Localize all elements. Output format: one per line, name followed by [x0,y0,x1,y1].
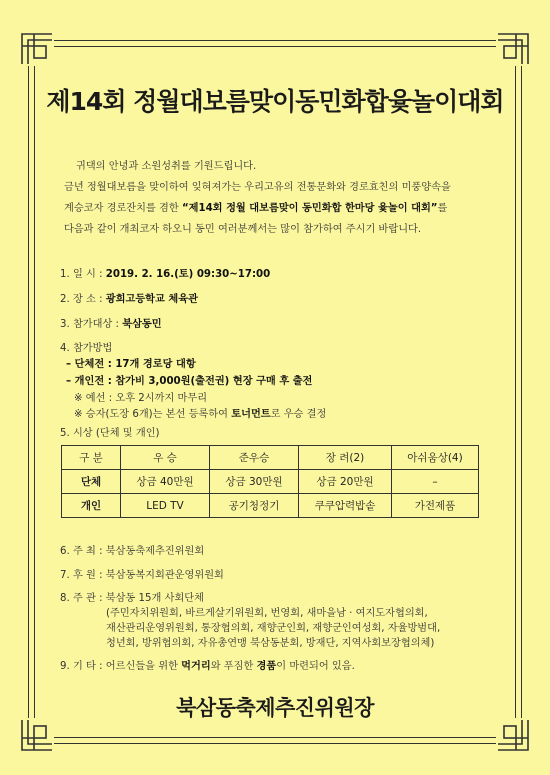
item-group-match: – 단체전 : 17개 경로당 대항 [66,359,196,370]
item-method: 4. 참가방법 [60,343,113,354]
table-cell: 개인 [62,494,121,518]
corner-ornament-top-left [20,32,54,66]
table-header-cell: 장 려(2) [299,446,392,470]
corner-ornament-top-right [496,32,530,66]
table-header-cell: 우 승 [121,446,210,470]
prize-table-header-row [62,446,479,470]
intro-paragraph [64,156,494,240]
item-individual-match: – 개인전 : 참가비 3,000원(출전권) 현장 구매 후 출전 [66,376,313,387]
item-target: 3. 참가대상 : 북삼동민 [60,319,162,330]
table-cell: 가전제품 [392,494,479,518]
corner-ornament-bottom-left [20,718,54,752]
table-cell: 상금 40만원 [121,470,210,494]
intro-line-3: 계승코자 경로잔치를 겸한 “제14회 정월 대보름맞이 동민화합 한마당 윷놀이 대회”를 [64,203,448,214]
document-title: 제14회 정월대보름맞이동민화합윷놀이대회 [46,87,504,116]
item-host: 6. 주 최 : 북삼동축제추진위원회 [60,546,205,557]
event-name-highlight: “제14회 정월 대보름맞이 동민화합 한마당 윷놀이 대회” [181,203,438,214]
table-row [62,470,479,494]
table-cell: LED TV [121,494,210,518]
item-place: 2. 장 소 : 광희고등학교 체육관 [60,294,198,305]
item-organizer: 8. 주 관 : 북삼동 15개 사회단체 [60,593,204,604]
table-cell: 단체 [62,470,121,494]
organizer-list-line-3: 청년회, 방위협의회, 자유총연맹 북삼동분회, 방재단, 지역사회보장협의체) [106,638,435,649]
item-sponsor: 7. 후 원 : 북삼동복지회관운영위원회 [60,570,224,581]
intro-line-1: 귀댁의 안녕과 소원성취를 기원드립니다. [76,161,257,172]
corner-ornament-bottom-right [496,718,530,752]
prize-table [61,445,479,518]
organizer-list-line-2: 재산관리운영위원회, 통장협의회, 재향군인회, 재향군인여성회, 자율방범대, [106,623,441,634]
table-row [62,494,479,518]
table-header-cell: 준우승 [210,446,299,470]
organizer-list-line-1: (주민자치위원회, 바르게살기위원회, 번영회, 새마을남 · 여지도자협의회, [106,608,428,619]
note-tournament: ※ 승자(도장 6개)는 본선 등록하여 토너먼트로 우승 결정 [74,409,327,420]
table-header-cell: 구 분 [62,446,121,470]
intro-line-2: 금년 정월대보름을 맞이하여 잊혀져가는 우리고유의 전통문화와 경로효친의 미풍양속을 [64,182,451,193]
table-cell: 상금 20만원 [299,470,392,494]
table-cell: 공기청정기 [210,494,299,518]
table-header-cell: 아쉬움상(4) [392,446,479,470]
intro-line-4: 다음과 같이 개최코자 하오니 동민 여러분께서는 많이 참가하여 주시기 바랍니다. [64,224,422,235]
item-etc: 9. 기 타 : 어르신들을 위한 먹거리와 푸짐한 경품이 마련되어 있음. [60,661,355,672]
item-award: 5. 시상 (단체 및 개인) [60,428,160,439]
table-cell: 상금 30만원 [210,470,299,494]
item-date: 1. 일 시 : 2019. 2. 16.(토) 09:30~17:00 [60,269,271,280]
note-preliminary: ※ 예선 : 오후 2시까지 마무리 [74,393,208,404]
signature-organizer: 북삼동축제추진위원장 [176,696,374,720]
table-cell: 쿠쿠압력밥솥 [299,494,392,518]
table-cell: – [392,470,479,494]
